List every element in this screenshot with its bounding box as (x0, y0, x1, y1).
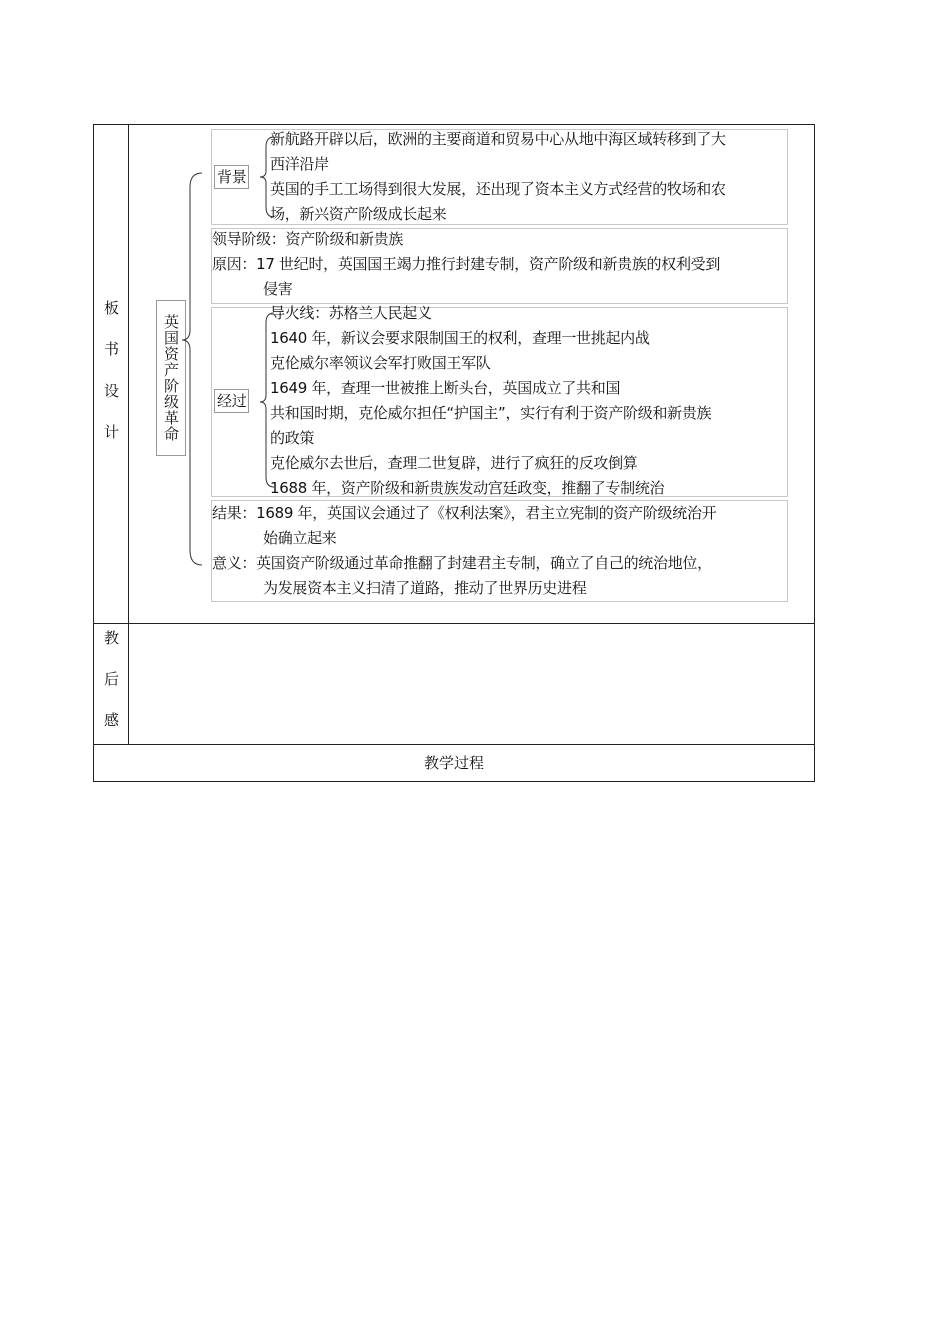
significance-text: 为发展资本主义扫清了道路，推动了世界历史进程 (263, 579, 587, 597)
background-item: 新航路开辟以后，欧洲的主要商道和贸易中心从地中海区域转移到了大 (270, 130, 726, 148)
result-text: 结果：1689 年，英国议会通过了《权利法案》，君主立宪制的资产阶级统治开 (212, 504, 717, 522)
background-item: 英国的手工工场得到很大发展，还出现了资本主义方式经营的牧场和农 (270, 180, 726, 198)
result-text: 始确立起来 (263, 529, 337, 547)
board-design-char: 板 (103, 299, 119, 317)
process-item: 的政策 (270, 429, 315, 447)
background-label: 背景 (214, 165, 249, 189)
process-item: 1688 年，资产阶级和新贵族发动宫廷政变，推翻了专制统治 (270, 479, 665, 497)
process-item: 克伦威尔去世后，查理二世复辟，进行了疯狂的反攻倒算 (270, 454, 638, 472)
process-item: 1640 年，新议会要求限制国王的权利，查理一世挑起内战 (270, 329, 650, 347)
process-item: 共和国时期，克伦威尔担任“护国主”，实行有利于资产阶级和新贵族 (270, 404, 712, 422)
background-item: 场，新兴资产阶级成长起来 (270, 205, 447, 223)
process-item: 导火线：苏格兰人民起义 (270, 304, 432, 322)
board-design-char: 计 (103, 423, 119, 441)
board-design-char: 设 (103, 382, 119, 400)
process-item: 1649 年，查理一世被推上断头台，英国成立了共和国 (270, 379, 621, 397)
leadership-text: 领导阶级：资产阶级和新贵族 (212, 230, 404, 248)
board-design-char: 书 (103, 340, 119, 358)
cause-text: 侵害 (263, 280, 293, 298)
process-label: 经过 (214, 389, 249, 413)
significance-text: 意义：英国资产阶级通过革命推翻了封建君主专制，确立了自己的统治地位， (212, 554, 712, 572)
background-item: 西洋沿岸 (270, 155, 329, 173)
process-item: 克伦威尔率领议会军打败国王军队 (270, 354, 491, 372)
lesson-table (93, 124, 815, 782)
reflection-char: 教 (103, 629, 119, 647)
cause-text: 原因：17 世纪时，英国国王竭力推行封建专制，资产阶级和新贵族的权利受到 (212, 255, 721, 273)
reflection-char: 感 (103, 711, 119, 729)
teaching-process-heading: 教学过程 (423, 754, 484, 772)
central-topic: 英国资产阶级革命 (156, 300, 186, 456)
reflection-char: 后 (103, 670, 119, 688)
